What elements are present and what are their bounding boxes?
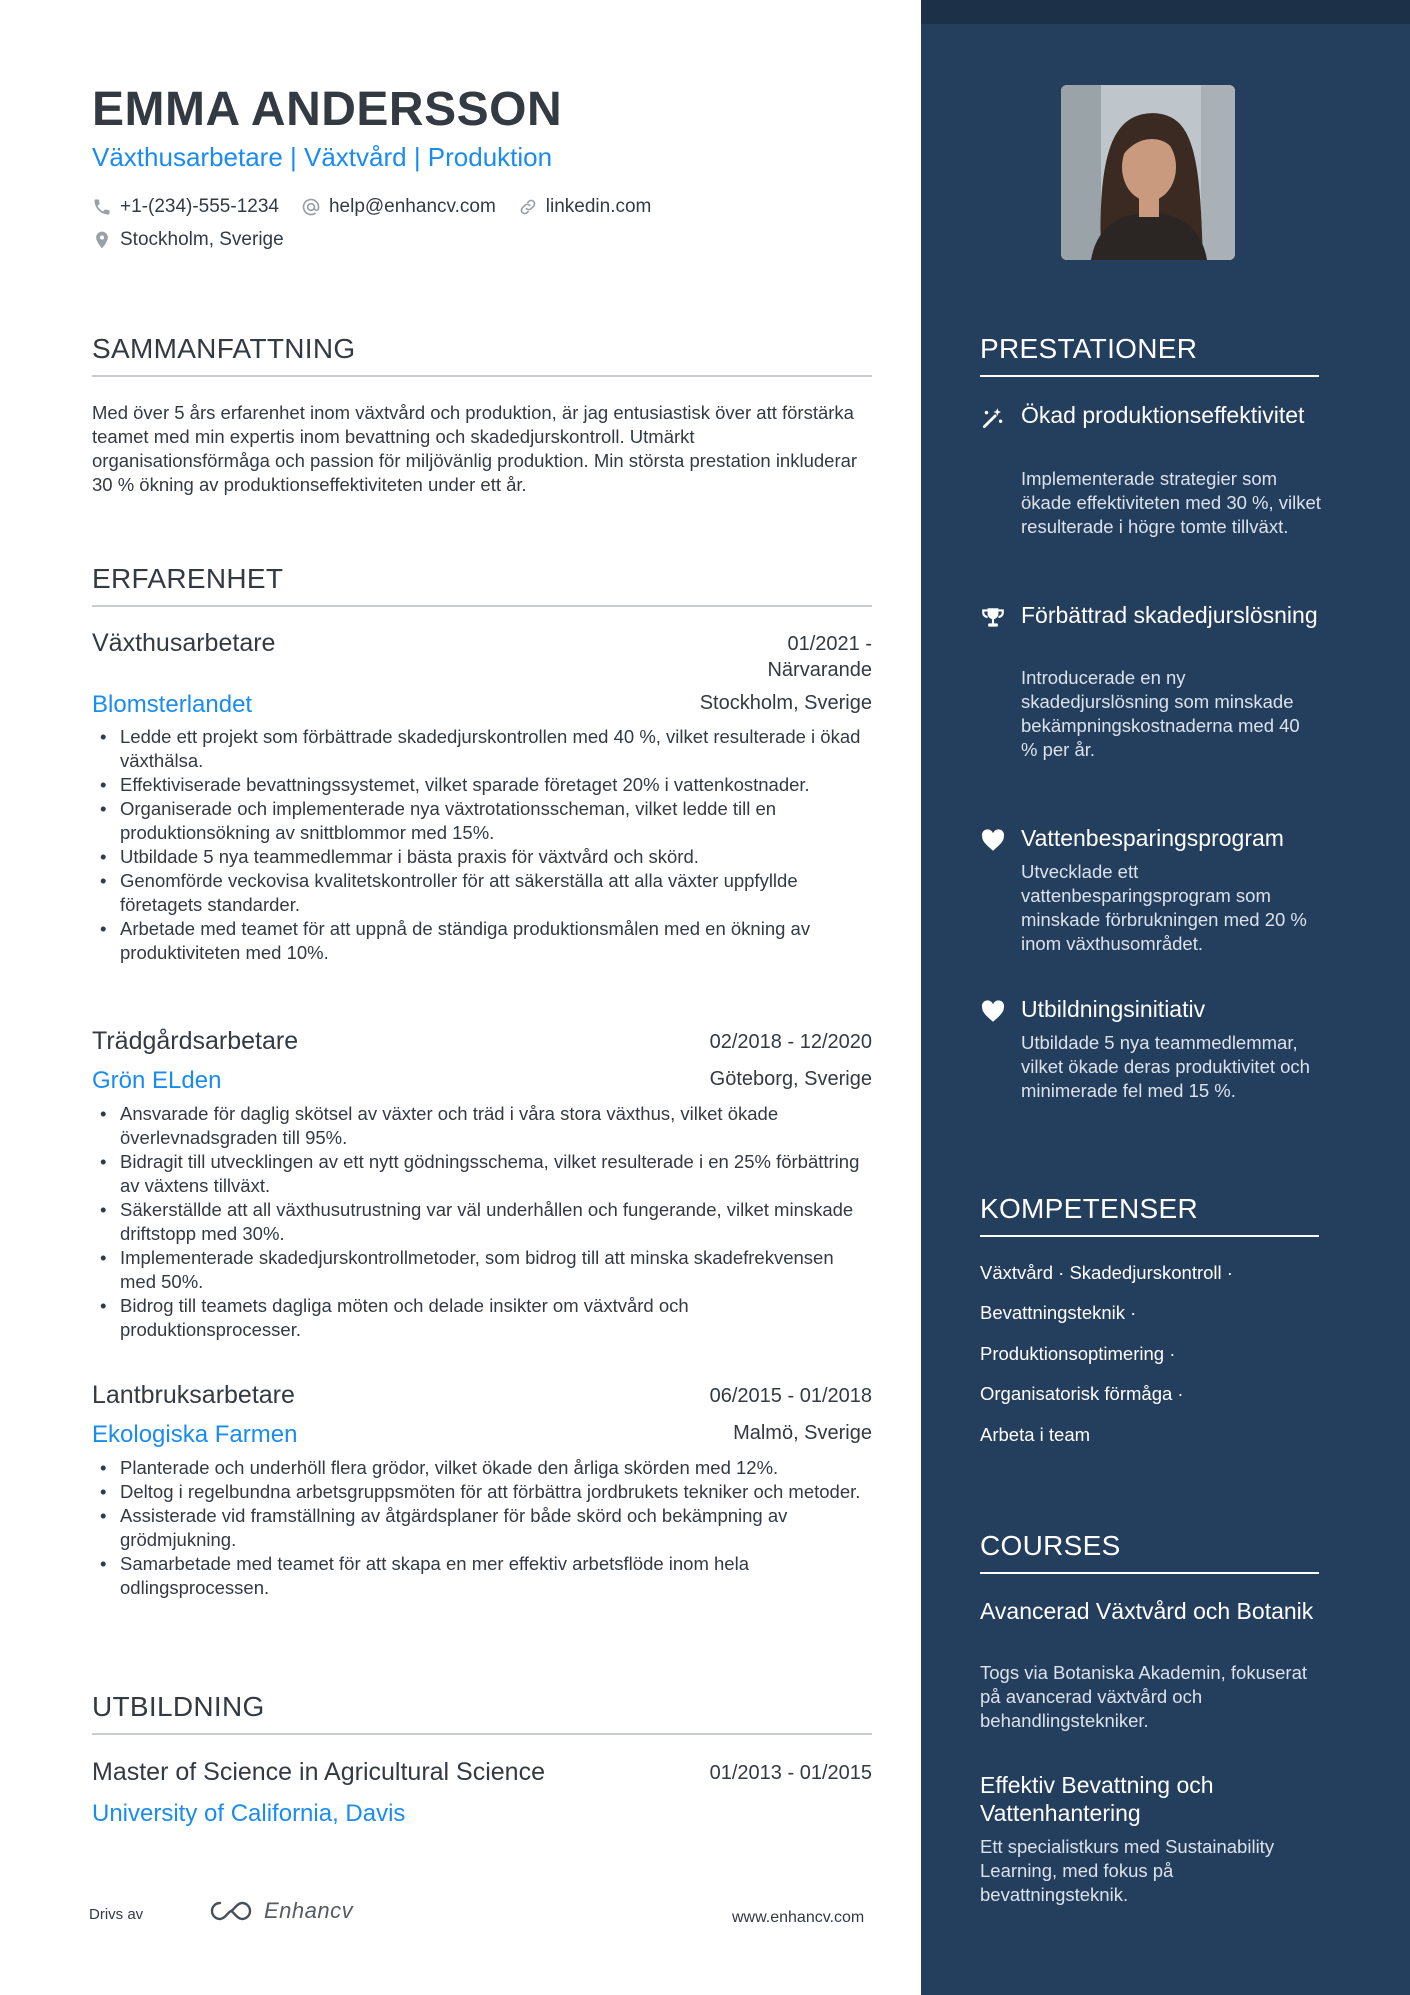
phone-text: +1-(234)-555-1234	[120, 196, 279, 217]
achievement-title: Ökad produktionseffektivitet	[1021, 402, 1305, 428]
achievement-title: Utbildningsinitiativ	[1021, 996, 1206, 1022]
achievements-heading: PRESTATIONER	[980, 333, 1319, 377]
skills-heading: KOMPETENSER	[980, 1193, 1319, 1237]
heart-icon	[980, 999, 1006, 1025]
course-title: Avancerad Växtvård och Botanik	[980, 1598, 1314, 1624]
location-text: Stockholm, Sverige	[120, 229, 284, 250]
job-bullet: • Genomförde veckovisa kvalitetskontroller för att säkerställa att alla växter uppfyllde företagets standarder.	[92, 869, 872, 917]
enhancv-logo[interactable]	[208, 1898, 353, 1924]
job-company: Grön ELden	[92, 1067, 222, 1094]
link-icon	[518, 197, 538, 217]
location-pin-icon	[92, 230, 112, 250]
job-bullet: • Ledde ett projekt som förbättrade skadedjurskontrollen med 40 %, vilket resulterade i ökad växthälsa.	[92, 725, 872, 773]
education-heading: UTBILDNING	[92, 1691, 872, 1735]
achievement-item	[980, 601, 1320, 791]
contact-linkedin[interactable]	[518, 196, 652, 218]
candidate-name: EMMA ANDERSSON	[92, 83, 563, 136]
location-row	[92, 229, 306, 251]
achievement-desc: Implementerade strategier som ökade effektiviteten med 30 %, vilket resulterade i högre tomte tillväxt.	[1021, 468, 1321, 537]
job-bullet: • Samarbetade med teamet för att skapa en mer effektiv arbetsflöde inom hela odlingsprocessen.	[92, 1552, 872, 1600]
course-desc: Ett specialistkurs med Sustainability Learning, med fokus på bevattningsteknik.	[980, 1836, 1275, 1905]
job-entry	[92, 1027, 872, 1347]
job-location: Malmö, Sverige	[733, 1422, 872, 1444]
heart-icon	[980, 828, 1006, 854]
linkedin-text: linkedin.com	[545, 196, 652, 217]
job-bullet: • Utbildade 5 nya teammedlemmar i bästa praxis för växtvård och skörd.	[92, 845, 872, 869]
education-entry	[92, 1758, 872, 1838]
achievement-item	[980, 824, 1320, 954]
wand-icon	[980, 405, 1006, 431]
job-date-end: Närvarande	[767, 659, 872, 681]
profile-photo	[1061, 85, 1235, 260]
job-bullets	[92, 725, 872, 965]
skill-line: Organisatorisk förmåga ·	[980, 1383, 1184, 1404]
job-dates: 02/2018 - 12/2020	[709, 1031, 872, 1053]
job-title: Växthusarbetare	[92, 629, 276, 657]
phone-icon	[92, 197, 112, 217]
job-bullet: • Säkerställde att all växthusutrustning var väl underhållen och fungerande, vilket minskade driftstopp med 30%.	[92, 1198, 872, 1246]
job-bullet: • Assisterade vid framställning av åtgärdsplaner för både skörd och bekämpning av grödmjukning.	[92, 1504, 872, 1552]
job-bullet: • Ansvarade för daglig skötsel av växter och träd i våra stora växthus, vilket ökade överlevnadsgraden till 95%.	[92, 1102, 872, 1150]
job-company: Ekologiska Farmen	[92, 1421, 298, 1448]
job-bullet: • Bidragit till utvecklingen av ett nytt gödningsschema, vilket resulterade i en 25% förbättring av växtens tillväxt.	[92, 1150, 872, 1198]
job-bullet: • Implementerade skadedjurskontrollmetoder, som bidrog till att minska skadefrekvensen med 50%.	[92, 1246, 872, 1294]
enhancv-logo-text: Enhancv	[264, 1898, 354, 1923]
job-bullets	[92, 1456, 872, 1600]
course-desc: Togs via Botaniska Akademin, fokuserat på avancerad växtvård och behandlingstekniker.	[980, 1662, 1308, 1731]
job-dates: 06/2015 - 01/2018	[709, 1385, 872, 1407]
job-bullets	[92, 1102, 872, 1342]
achievement-title: Vattenbesparingsprogram	[1021, 825, 1284, 851]
skill-line: Produktionsoptimering ·	[980, 1343, 1176, 1364]
sidebar-top-band	[921, 0, 1410, 24]
contact-phone[interactable]	[92, 196, 279, 218]
job-bullet: • Arbetade med teamet för att uppnå de ständiga produktionsmålen med en ökning av produktiviteten med 10%.	[92, 917, 872, 965]
footer-url[interactable]: www.enhancv.com	[732, 1909, 865, 1926]
contact-location	[92, 229, 284, 251]
job-bullet: • Bidrog till teamets dagliga möten och delade insikter om växtvård och produktionsprocesser.	[92, 1294, 872, 1342]
courses-heading: COURSES	[980, 1530, 1319, 1574]
skill-line: Växtvård · Skadedjurskontroll ·	[980, 1262, 1233, 1283]
job-dates	[767, 631, 872, 683]
profile-photo-illustration	[1061, 85, 1235, 260]
achievement-desc: Utvecklade ett vattenbesparingsprogram som minskade förbrukningen med 20 % inom växthusområdet.	[1021, 861, 1307, 954]
summary-heading: SAMMANFATTNING	[92, 333, 872, 377]
job-bullet: • Deltog i regelbundna arbetsgruppsmöten för att förbättra jordbrukets tekniker och metoder.	[92, 1480, 872, 1504]
skill-line: Bevattningsteknik ·	[980, 1302, 1137, 1323]
job-bullet: • Planterade och underhöll flera grödor, vilket ökade den årliga skörden med 12%.	[92, 1456, 872, 1480]
achievement-item	[980, 995, 1320, 1125]
job-date-start: 01/2021 -	[787, 633, 872, 655]
achievement-item	[980, 401, 1320, 571]
job-title: Lantbruksarbetare	[92, 1381, 295, 1409]
experience-heading: ERFARENHET	[92, 563, 872, 607]
job-title: Trädgårdsarbetare	[92, 1027, 299, 1055]
sidebar	[921, 0, 1410, 1995]
course-title: Effektiv Bevattning och Vattenhantering	[980, 1772, 1214, 1826]
enhancv-logo-icon	[208, 1899, 254, 1923]
achievement-desc: Utbildade 5 nya teammedlemmar, vilket ökade deras produktivitet och minimerade fel med 15 %.	[1021, 1032, 1310, 1101]
skill-line: Arbeta i team	[980, 1424, 1091, 1445]
achievement-title: Förbättrad skadedjurslösning	[1021, 602, 1318, 628]
footer-powered-by: Drivs av	[89, 1906, 144, 1923]
degree: Master of Science in Agricultural Science	[92, 1758, 545, 1786]
job-entry	[92, 629, 872, 989]
job-location: Stockholm, Sverige	[699, 692, 872, 714]
at-icon	[301, 197, 321, 217]
contact-row	[92, 196, 673, 218]
job-location: Göteborg, Sverige	[709, 1068, 872, 1090]
contact-email[interactable]	[301, 196, 496, 218]
school: University of California, Davis	[92, 1800, 406, 1827]
job-entry	[92, 1381, 872, 1641]
summary-text: Med över 5 års erfarenhet inom växtvård och produktion, är jag entusiastisk över att förstärka teamet med min expertis inom bevattning och skadedjurskontroll. Utmärkt organisationsförmåga och passion för miljövänlig produktion. Min största prestation inkluderar 30 % ökning av produktionseffektiviteten under ett år.	[92, 402, 858, 495]
candidate-subtitle: Växthusarbetare | Växtvård | Produktion	[92, 142, 553, 172]
trophy-icon	[980, 605, 1006, 631]
email-text: help@enhancv.com	[328, 196, 496, 217]
achievement-desc: Introducerade en ny skadedjurslösning som minskade bekämpningskostnaderna med 40 % per år.	[1021, 667, 1300, 760]
education-dates: 01/2013 - 01/2015	[709, 1762, 872, 1784]
job-company: Blomsterlandet	[92, 691, 253, 718]
job-bullet: • Organiserade och implementerade nya växtrotationsscheman, vilket ledde till en produktionsökning av snittblommor med 15%.	[92, 797, 872, 845]
job-bullet: • Effektiviserade bevattningssystemet, vilket sparade företaget 20% i vattenkostnader.	[92, 773, 872, 797]
